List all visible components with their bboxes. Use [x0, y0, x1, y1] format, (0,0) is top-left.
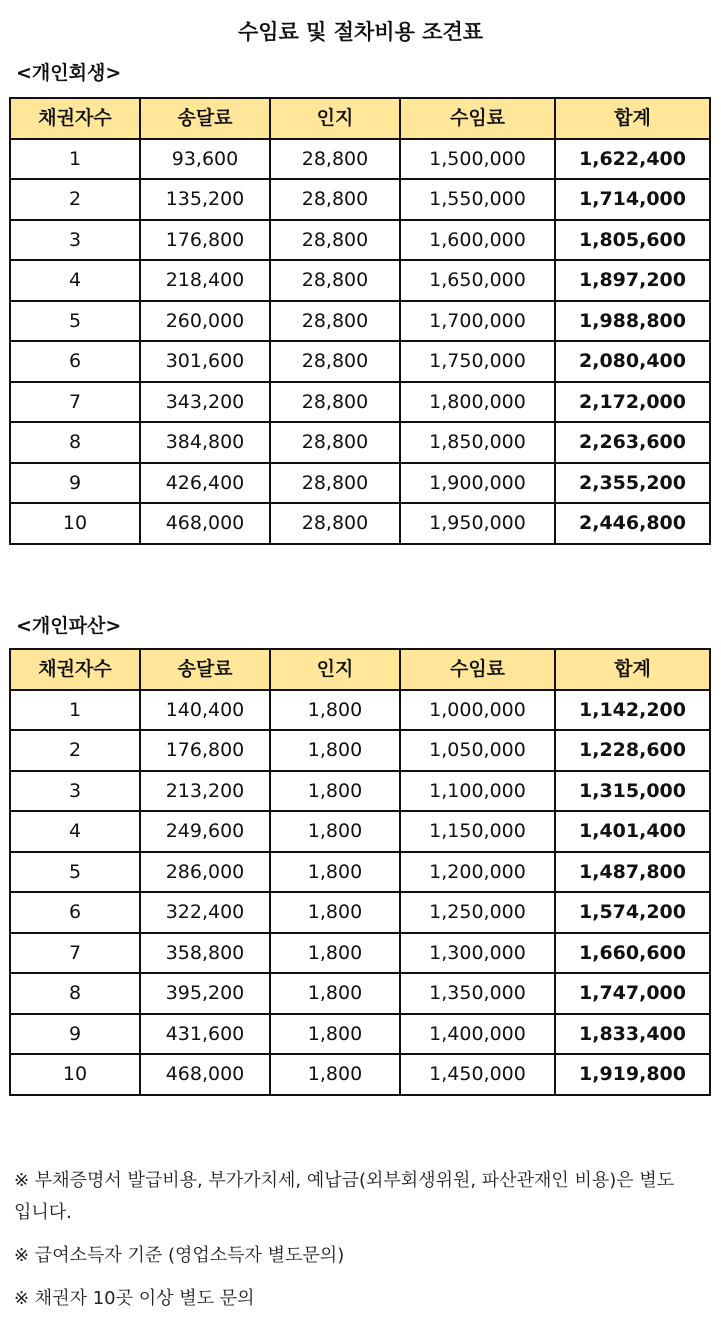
total-cell: 1,487,800 — [555, 852, 710, 893]
retainer-fee-cell: 1,400,000 — [400, 1014, 555, 1055]
table-row — [10, 422, 710, 463]
header-retainer-fee: 수임료 — [400, 649, 555, 690]
notes — [14, 1165, 694, 1326]
retainer-fee-cell: 1,050,000 — [400, 730, 555, 771]
note-creditor-limit: ※ 채권자 10곳 이상 별도 문의 — [14, 1288, 255, 1309]
table-row — [10, 503, 710, 544]
retainer-fee-cell: 1,850,000 — [400, 422, 555, 463]
stamp-fee-cell: 1,800 — [270, 973, 400, 1014]
service-fee-cell: 343,200 — [140, 382, 270, 423]
service-fee-cell: 301,600 — [140, 341, 270, 382]
table-row — [10, 220, 710, 261]
bankruptcy-table-body — [10, 690, 710, 1095]
service-fee-cell: 93,600 — [140, 139, 270, 180]
creditor-count-cell: 2 — [10, 730, 140, 771]
retainer-fee-cell: 1,500,000 — [400, 139, 555, 180]
service-fee-cell: 260,000 — [140, 301, 270, 342]
stamp-fee-cell: 1,800 — [270, 892, 400, 933]
stamp-fee-cell: 1,800 — [270, 1054, 400, 1095]
stamp-fee-cell: 28,800 — [270, 422, 400, 463]
total-cell: 1,747,000 — [555, 973, 710, 1014]
stamp-fee-cell: 1,800 — [270, 730, 400, 771]
retainer-fee-cell: 1,150,000 — [400, 811, 555, 852]
table-row — [10, 1014, 710, 1055]
service-fee-cell: 431,600 — [140, 1014, 270, 1055]
note-salary-basis: ※ 급여소득자 기준 (영업소득자 별도문의) — [14, 1245, 345, 1266]
bankruptcy-fee-table — [9, 648, 711, 1096]
rehabilitation-section-label: <개인회생> — [16, 62, 122, 84]
stamp-fee-cell: 28,800 — [270, 139, 400, 180]
service-fee-cell: 395,200 — [140, 973, 270, 1014]
table-row — [10, 933, 710, 974]
retainer-fee-cell: 1,700,000 — [400, 301, 555, 342]
service-fee-cell: 140,400 — [140, 690, 270, 731]
total-cell: 2,446,800 — [555, 503, 710, 544]
creditor-count-cell: 10 — [10, 1054, 140, 1095]
creditor-count-cell: 8 — [10, 422, 140, 463]
creditor-count-cell: 4 — [10, 811, 140, 852]
retainer-fee-cell: 1,250,000 — [400, 892, 555, 933]
table-row — [10, 179, 710, 220]
table-header-row — [10, 649, 710, 690]
retainer-fee-cell: 1,550,000 — [400, 179, 555, 220]
retainer-fee-cell: 1,750,000 — [400, 341, 555, 382]
total-cell: 1,315,000 — [555, 771, 710, 812]
service-fee-cell: 176,800 — [140, 730, 270, 771]
total-cell: 2,080,400 — [555, 341, 710, 382]
total-cell: 2,263,600 — [555, 422, 710, 463]
total-cell: 2,355,200 — [555, 463, 710, 504]
table-header-row — [10, 98, 710, 139]
creditor-count-cell: 1 — [10, 139, 140, 180]
note-additional-costs: ※ 부채증명서 발급비용, 부가가치세, 예납금(외부회생위원, 파산관재인 비용)은 별도 입니다. — [14, 1170, 675, 1223]
total-cell: 1,228,600 — [555, 730, 710, 771]
service-fee-cell: 358,800 — [140, 933, 270, 974]
total-cell: 1,714,000 — [555, 179, 710, 220]
header-stamp-fee: 인지 — [270, 649, 400, 690]
retainer-fee-cell: 1,100,000 — [400, 771, 555, 812]
header-creditor-count: 채권자수 — [10, 649, 140, 690]
creditor-count-cell: 10 — [10, 503, 140, 544]
table-row — [10, 771, 710, 812]
stamp-fee-cell: 28,800 — [270, 220, 400, 261]
service-fee-cell: 218,400 — [140, 260, 270, 301]
stamp-fee-cell: 28,800 — [270, 341, 400, 382]
creditor-count-cell: 3 — [10, 771, 140, 812]
total-cell: 1,401,400 — [555, 811, 710, 852]
table-row — [10, 973, 710, 1014]
stamp-fee-cell: 1,800 — [270, 1014, 400, 1055]
service-fee-cell: 135,200 — [140, 179, 270, 220]
creditor-count-cell: 2 — [10, 179, 140, 220]
table-row — [10, 852, 710, 893]
rehabilitation-fee-table — [9, 97, 711, 545]
total-cell: 1,919,800 — [555, 1054, 710, 1095]
total-cell: 2,172,000 — [555, 382, 710, 423]
retainer-fee-cell: 1,300,000 — [400, 933, 555, 974]
page-title: 수임료 및 절차비용 조견표 — [237, 20, 484, 44]
stamp-fee-cell: 1,800 — [270, 933, 400, 974]
total-cell: 1,622,400 — [555, 139, 710, 180]
service-fee-cell: 213,200 — [140, 771, 270, 812]
total-cell: 1,805,600 — [555, 220, 710, 261]
creditor-count-cell: 1 — [10, 690, 140, 731]
header-total: 합계 — [555, 98, 710, 139]
service-fee-cell: 468,000 — [140, 503, 270, 544]
total-cell: 1,988,800 — [555, 301, 710, 342]
stamp-fee-cell: 28,800 — [270, 503, 400, 544]
retainer-fee-cell: 1,950,000 — [400, 503, 555, 544]
header-creditor-count: 채권자수 — [10, 98, 140, 139]
table-row — [10, 811, 710, 852]
table-row — [10, 463, 710, 504]
retainer-fee-cell: 1,650,000 — [400, 260, 555, 301]
stamp-fee-cell: 1,800 — [270, 690, 400, 731]
creditor-count-cell: 5 — [10, 852, 140, 893]
total-cell: 1,142,200 — [555, 690, 710, 731]
stamp-fee-cell: 28,800 — [270, 382, 400, 423]
table-row — [10, 341, 710, 382]
header-stamp-fee: 인지 — [270, 98, 400, 139]
stamp-fee-cell: 28,800 — [270, 463, 400, 504]
retainer-fee-cell: 1,200,000 — [400, 852, 555, 893]
stamp-fee-cell: 28,800 — [270, 260, 400, 301]
service-fee-cell: 468,000 — [140, 1054, 270, 1095]
retainer-fee-cell: 1,900,000 — [400, 463, 555, 504]
creditor-count-cell: 4 — [10, 260, 140, 301]
stamp-fee-cell: 1,800 — [270, 811, 400, 852]
stamp-fee-cell: 1,800 — [270, 852, 400, 893]
total-cell: 1,833,400 — [555, 1014, 710, 1055]
creditor-count-cell: 6 — [10, 892, 140, 933]
creditor-count-cell: 9 — [10, 463, 140, 504]
creditor-count-cell: 6 — [10, 341, 140, 382]
stamp-fee-cell: 1,800 — [270, 771, 400, 812]
retainer-fee-cell: 1,000,000 — [400, 690, 555, 731]
header-service-fee: 송달료 — [140, 649, 270, 690]
header-retainer-fee: 수임료 — [400, 98, 555, 139]
retainer-fee-cell: 1,350,000 — [400, 973, 555, 1014]
table-row — [10, 260, 710, 301]
table-row — [10, 892, 710, 933]
table-row — [10, 382, 710, 423]
creditor-count-cell: 3 — [10, 220, 140, 261]
service-fee-cell: 384,800 — [140, 422, 270, 463]
creditor-count-cell: 7 — [10, 382, 140, 423]
creditor-count-cell: 8 — [10, 973, 140, 1014]
creditor-count-cell: 7 — [10, 933, 140, 974]
header-service-fee: 송달료 — [140, 98, 270, 139]
creditor-count-cell: 9 — [10, 1014, 140, 1055]
bankruptcy-section-label: <개인파산> — [16, 615, 122, 637]
service-fee-cell: 249,600 — [140, 811, 270, 852]
retainer-fee-cell: 1,600,000 — [400, 220, 555, 261]
table-row — [10, 1054, 710, 1095]
header-total: 합계 — [555, 649, 710, 690]
rehabilitation-table-body — [10, 139, 710, 544]
service-fee-cell: 426,400 — [140, 463, 270, 504]
table-row — [10, 139, 710, 180]
service-fee-cell: 176,800 — [140, 220, 270, 261]
table-row — [10, 301, 710, 342]
table-row — [10, 730, 710, 771]
creditor-count-cell: 5 — [10, 301, 140, 342]
total-cell: 1,660,600 — [555, 933, 710, 974]
total-cell: 1,897,200 — [555, 260, 710, 301]
table-row — [10, 690, 710, 731]
retainer-fee-cell: 1,800,000 — [400, 382, 555, 423]
service-fee-cell: 286,000 — [140, 852, 270, 893]
retainer-fee-cell: 1,450,000 — [400, 1054, 555, 1095]
total-cell: 1,574,200 — [555, 892, 710, 933]
stamp-fee-cell: 28,800 — [270, 301, 400, 342]
service-fee-cell: 322,400 — [140, 892, 270, 933]
stamp-fee-cell: 28,800 — [270, 179, 400, 220]
